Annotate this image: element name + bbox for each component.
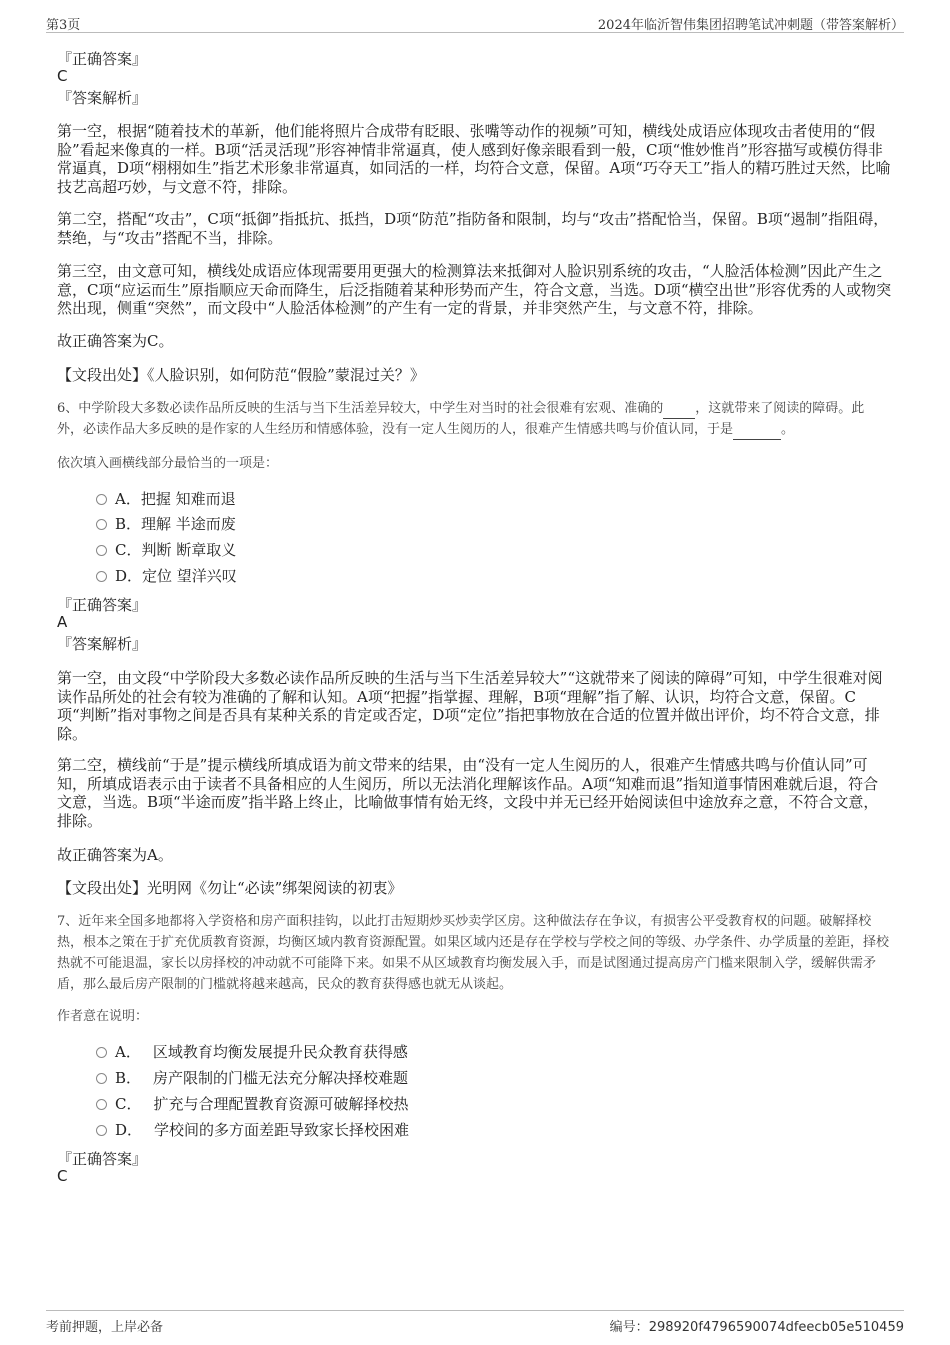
page-number: 第3页 (46, 18, 81, 33)
option-c[interactable]: C．判断 断章取义 (96, 540, 236, 560)
fill-blank (663, 403, 695, 419)
analysis-label: 『答案解析』 (57, 635, 148, 653)
option-d[interactable]: D．定位 望洋兴叹 (96, 566, 237, 586)
analysis-paragraph: 第三空，由文意可知，横线处成语应体现需要用更强大的检测算法来抵御对人脸识别系统的攻击，“人脸活体检测”因此产生之意，C项“应运而生”原指顺应天命而降生，后泛指随着某种形势而产生，符合文意，当选。D项“横空出世”形容优秀的人或物突然出现，侧重“突然”，而文段中“人脸活体检测”的产生有一定的背景，并非突然产生，与文意不符，排除。 (57, 262, 892, 317)
final-answer-note: 故正确答案为A。 (57, 846, 173, 864)
correct-answer-label: 『正确答案』 (57, 50, 148, 68)
analysis-label: 『答案解析』 (57, 89, 148, 107)
footer-slogan: 考前押题，上岸必备 (46, 1320, 164, 1335)
radio-icon[interactable] (96, 1099, 107, 1110)
correct-answer-label: 『正确答案』 (57, 596, 148, 614)
analysis-paragraph: 第二空，横线前“于是”提示横线所填成语为前文带来的结果，由“没有一定人生阅历的人，很难产生情感共鸣与价值认同”可知，所填成语表示由于读者不具备相应的人生阅历，所以无法消化理解该作品。A项“知难而退”指知道事情困难就后退，符合文意，当选。B项“半途而废”指半路上终止，比喻做事情有始无终，文段中并无已经开始阅读但中途放弃之意，不符合文意，排除。 (57, 756, 879, 830)
question-prompt: 作者意在说明： (57, 1009, 149, 1024)
option-b[interactable]: B． 房产限制的门槛无法充分解决择校难题 (96, 1068, 408, 1088)
radio-icon[interactable] (96, 519, 107, 530)
question-stem: 6、中学阶段大多数必读作品所反映的生活与当下生活差异较大，中学生对当时的社会很难有宏观、准确的 ，这就带来了阅读的障碍。此 外，必读作品大多反映的是作家的人生经历和情感体验，没有一定人生阅历的人，很难产生情感共鸣与价值认同，于是 。 (57, 398, 897, 440)
radio-icon[interactable] (96, 494, 107, 505)
document-title: 2024年临沂智伟集团招聘笔试冲刺题（带答案解析） (597, 18, 904, 33)
radio-icon[interactable] (96, 1073, 107, 1084)
page-header (46, 10, 904, 33)
page-footer (46, 1310, 904, 1333)
source-citation: 【文段出处】光明网《勿让“必读”绑架阅读的初衷》 (57, 879, 403, 897)
analysis-paragraph: 第一空，由文段“中学阶段大多数必读作品所反映的生活与当下生活差异较大”“这就带来了阅读的障碍”可知，中学生很难对阅读作品所处的社会有较为准确的了解和认知。A项“把握”指掌握、理解，B项“理解”指了解、认识，均符合文意，保留。C项“判断”指对事物之间是否具有某种关系的肯定或否定，D项“定位”指把事物放在合适的位置并做出评价，均不符合文意，排除。 (57, 669, 883, 743)
correct-answer: C (57, 1167, 68, 1185)
radio-icon[interactable] (96, 545, 107, 556)
option-d[interactable]: D． 学校间的多方面差距导致家长择校困难 (96, 1120, 409, 1140)
fill-blank (733, 424, 781, 440)
radio-icon[interactable] (96, 571, 107, 582)
option-a[interactable]: A．把握 知难而退 (96, 489, 236, 509)
correct-answer-label: 『正确答案』 (57, 1150, 148, 1168)
option-a[interactable]: A． 区域教育均衡发展提升民众教育获得感 (96, 1042, 408, 1062)
question-stem: 7、近年来全国多地都将入学资格和房产面积挂钩，以此打击短期炒买炒卖学区房。这种做法存在争议，有损害公平受教育权的问题。破解择校热，根本之策在于扩充优质教育资源，均衡区域内教育资源配置。如果区域内还是存在学校与学校之间的等级、办学条件、办学质量的差距，择校热就不可能退温，家长以房择校的冲动就不可能降下来。如果不从区域教育均衡发展入手，而是试图通过提高房产门槛来限制入学，缓解供需矛盾，那么最后房产限制的门槛就将越来越高，民众的教育获得感也就无从谈起。 (57, 914, 890, 992)
document-code: 编号：298920f4796590074dfeecb05e510459 (609, 1320, 904, 1335)
analysis-paragraph: 第一空，根据“随着技术的革新，他们能将照片合成带有眨眼、张嘴等动作的视频”可知，横线处成语应体现攻击者使用的“假脸”看起来像真的一样。B项“活灵活现”形容神情非常逼真，使人感到好像亲眼看到一般，C项“惟妙惟肖”形容描写或模仿得非常逼真，D项“栩栩如生”指艺术形象非常逼真，如同活的一样，均符合文意，保留。A项“巧夺天工”指人的精巧胜过天然，比喻技艺高超巧妙，与文意不符，排除。 (57, 122, 891, 196)
option-c[interactable]: C． 扩充与合理配置教育资源可破解择校热 (96, 1094, 409, 1114)
question-prompt: 依次填入画横线部分最恰当的一项是： (57, 456, 279, 471)
radio-icon[interactable] (96, 1047, 107, 1058)
source-citation: 【文段出处】《人脸识别，如何防范“假脸”蒙混过关？》 (57, 366, 425, 384)
analysis-paragraph: 第二空，搭配“攻击”，C项“抵御”指抵抗、抵挡，D项“防范”指防备和限制，均与“攻击”搭配恰当，保留。B项“遏制”指阻碍，禁绝，与“攻击”搭配不当，排除。 (57, 210, 889, 247)
option-b[interactable]: B．理解 半途而废 (96, 514, 236, 534)
correct-answer: A (57, 613, 68, 631)
radio-icon[interactable] (96, 1125, 107, 1136)
final-answer-note: 故正确答案为C。 (57, 332, 174, 350)
correct-answer: C (57, 67, 68, 85)
